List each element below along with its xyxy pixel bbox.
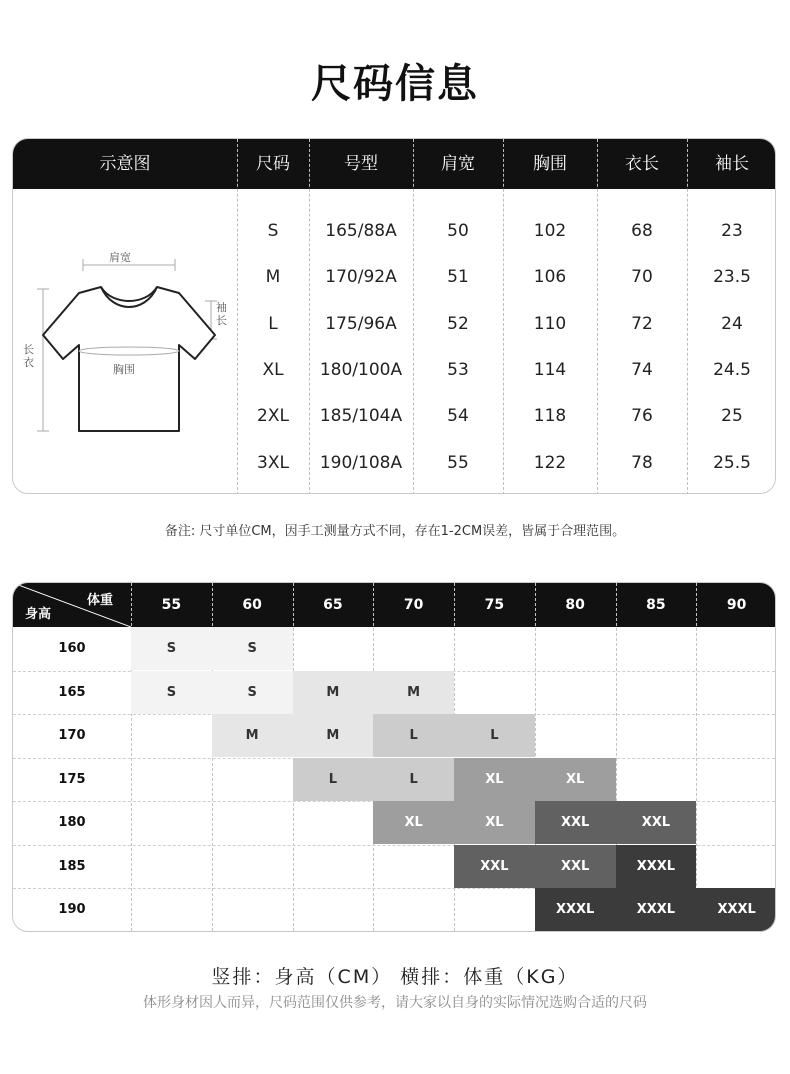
height-label: 160 bbox=[58, 641, 86, 656]
cell-size: S bbox=[267, 221, 279, 241]
header-length: 衣长 bbox=[625, 154, 659, 174]
cell-spec: 180/100A bbox=[319, 359, 403, 380]
cell-shoulder: 50 bbox=[447, 221, 469, 241]
cell-shoulder: 51 bbox=[447, 267, 469, 288]
cell-shoulder: 54 bbox=[447, 406, 469, 427]
height-label: 180 bbox=[58, 815, 86, 830]
table-row bbox=[13, 393, 775, 439]
size-cell: XL bbox=[535, 758, 616, 801]
size-cell: XXXL bbox=[535, 888, 616, 931]
weight-header: 65 bbox=[323, 597, 343, 613]
axis-legend: 竖排：身高（CM） 横排：体重（KG） bbox=[211, 966, 579, 988]
cell-chest: 122 bbox=[533, 452, 567, 473]
weight-header: 80 bbox=[565, 597, 585, 613]
size-cell: S bbox=[131, 671, 212, 714]
size-cell: S bbox=[212, 671, 293, 714]
size-cell: M bbox=[373, 671, 454, 714]
header-shoulder: 肩宽 bbox=[441, 154, 475, 174]
shoulder-label: 肩宽 bbox=[109, 251, 131, 264]
cell-spec: 175/96A bbox=[325, 313, 397, 334]
weight-header: 75 bbox=[484, 597, 505, 613]
table-row bbox=[13, 440, 775, 486]
table-row bbox=[13, 347, 775, 393]
chest-label: 胸围 bbox=[113, 363, 135, 376]
header-spec: 号型 bbox=[344, 154, 378, 174]
size-cell: XXXL bbox=[616, 845, 697, 888]
fit-grid-header bbox=[13, 583, 775, 627]
size-cell: XXL bbox=[535, 801, 616, 844]
cell-sleeve: 24 bbox=[721, 313, 743, 334]
size-cell: S bbox=[131, 627, 212, 670]
header-chest: 胸围 bbox=[533, 154, 567, 174]
cell-shoulder: 52 bbox=[447, 313, 469, 334]
cell-length: 76 bbox=[631, 406, 653, 427]
fit-grid bbox=[12, 582, 776, 932]
size-cell: XL bbox=[373, 801, 454, 844]
height-label: 165 bbox=[58, 684, 86, 700]
weight-header: 70 bbox=[403, 597, 424, 613]
cell-chest: 106 bbox=[533, 267, 567, 288]
cell-size: L bbox=[268, 313, 278, 334]
corner-weight-label: 体重 bbox=[87, 593, 114, 608]
corner-height-label: 身高 bbox=[25, 607, 52, 622]
height-label: 175 bbox=[58, 771, 86, 787]
measurement-note: 备注: 尺寸单位CM，因手工测量方式不同，存在1-2CM误差，皆属于合理范围。 bbox=[164, 524, 626, 539]
cell-chest: 118 bbox=[533, 406, 567, 427]
cell-spec: 190/108A bbox=[319, 452, 403, 473]
size-cell: M bbox=[293, 671, 374, 714]
weight-header: 60 bbox=[242, 597, 262, 613]
cell-spec: 165/88A bbox=[325, 221, 397, 241]
cell-size: 3XL bbox=[257, 452, 289, 473]
cell-shoulder: 53 bbox=[447, 359, 469, 380]
cell-size: XL bbox=[262, 359, 284, 380]
cell-spec: 185/104A bbox=[319, 406, 403, 427]
cell-spec: 170/92A bbox=[325, 267, 397, 288]
cell-chest: 114 bbox=[533, 359, 567, 380]
cell-length: 72 bbox=[631, 313, 653, 334]
cell-sleeve: 23.5 bbox=[713, 267, 751, 288]
cell-length: 70 bbox=[631, 267, 653, 288]
size-cell: M bbox=[212, 714, 293, 757]
size-cell: L bbox=[373, 714, 454, 757]
page-title: 尺码信息 bbox=[311, 61, 479, 107]
height-label: 185 bbox=[58, 858, 86, 874]
size-cell: M bbox=[293, 714, 374, 757]
cell-length: 68 bbox=[631, 221, 653, 241]
cell-sleeve: 23 bbox=[721, 221, 743, 241]
size-table-header bbox=[13, 139, 775, 189]
cell-size: M bbox=[265, 267, 281, 288]
sleeve-label: 袖长 bbox=[216, 301, 227, 327]
cell-sleeve: 24.5 bbox=[713, 359, 751, 380]
cell-size: 2XL bbox=[257, 406, 289, 427]
cell-shoulder: 55 bbox=[447, 452, 469, 473]
height-label: 170 bbox=[58, 728, 86, 743]
size-cell: XXXL bbox=[696, 888, 776, 931]
size-cell: L bbox=[373, 758, 454, 801]
size-cell: L bbox=[454, 714, 535, 757]
disclaimer: 体形身材因人而异，尺码范围仅供参考，请大家以自身的实际情况选购合适的尺码 bbox=[143, 995, 647, 1011]
cell-length: 74 bbox=[631, 359, 653, 380]
length-label: 长衣 bbox=[23, 343, 34, 369]
header-diagram: 示意图 bbox=[99, 154, 151, 174]
weight-header: 90 bbox=[726, 597, 747, 613]
size-cell: XXL bbox=[616, 801, 697, 844]
size-cell: XXXL bbox=[616, 888, 697, 931]
size-table bbox=[12, 138, 776, 494]
table-row bbox=[13, 301, 775, 347]
cell-sleeve: 25 bbox=[721, 406, 743, 427]
size-cell: XXL bbox=[535, 845, 616, 888]
cell-sleeve: 25.5 bbox=[713, 452, 751, 473]
size-cell: XL bbox=[454, 758, 535, 801]
weight-header: 55 bbox=[161, 597, 182, 613]
header-sleeve: 袖长 bbox=[715, 154, 749, 174]
cell-chest: 110 bbox=[533, 313, 567, 334]
table-row bbox=[13, 208, 775, 254]
weight-header: 85 bbox=[646, 597, 666, 613]
size-cell: S bbox=[212, 627, 293, 670]
size-cell: XL bbox=[454, 801, 535, 844]
size-cell: XXL bbox=[454, 845, 535, 888]
cell-chest: 102 bbox=[533, 221, 567, 241]
cell-length: 78 bbox=[631, 452, 653, 473]
table-row bbox=[13, 254, 775, 300]
height-label: 190 bbox=[58, 902, 86, 917]
header-size: 尺码 bbox=[256, 154, 290, 174]
size-cell: L bbox=[293, 758, 374, 801]
